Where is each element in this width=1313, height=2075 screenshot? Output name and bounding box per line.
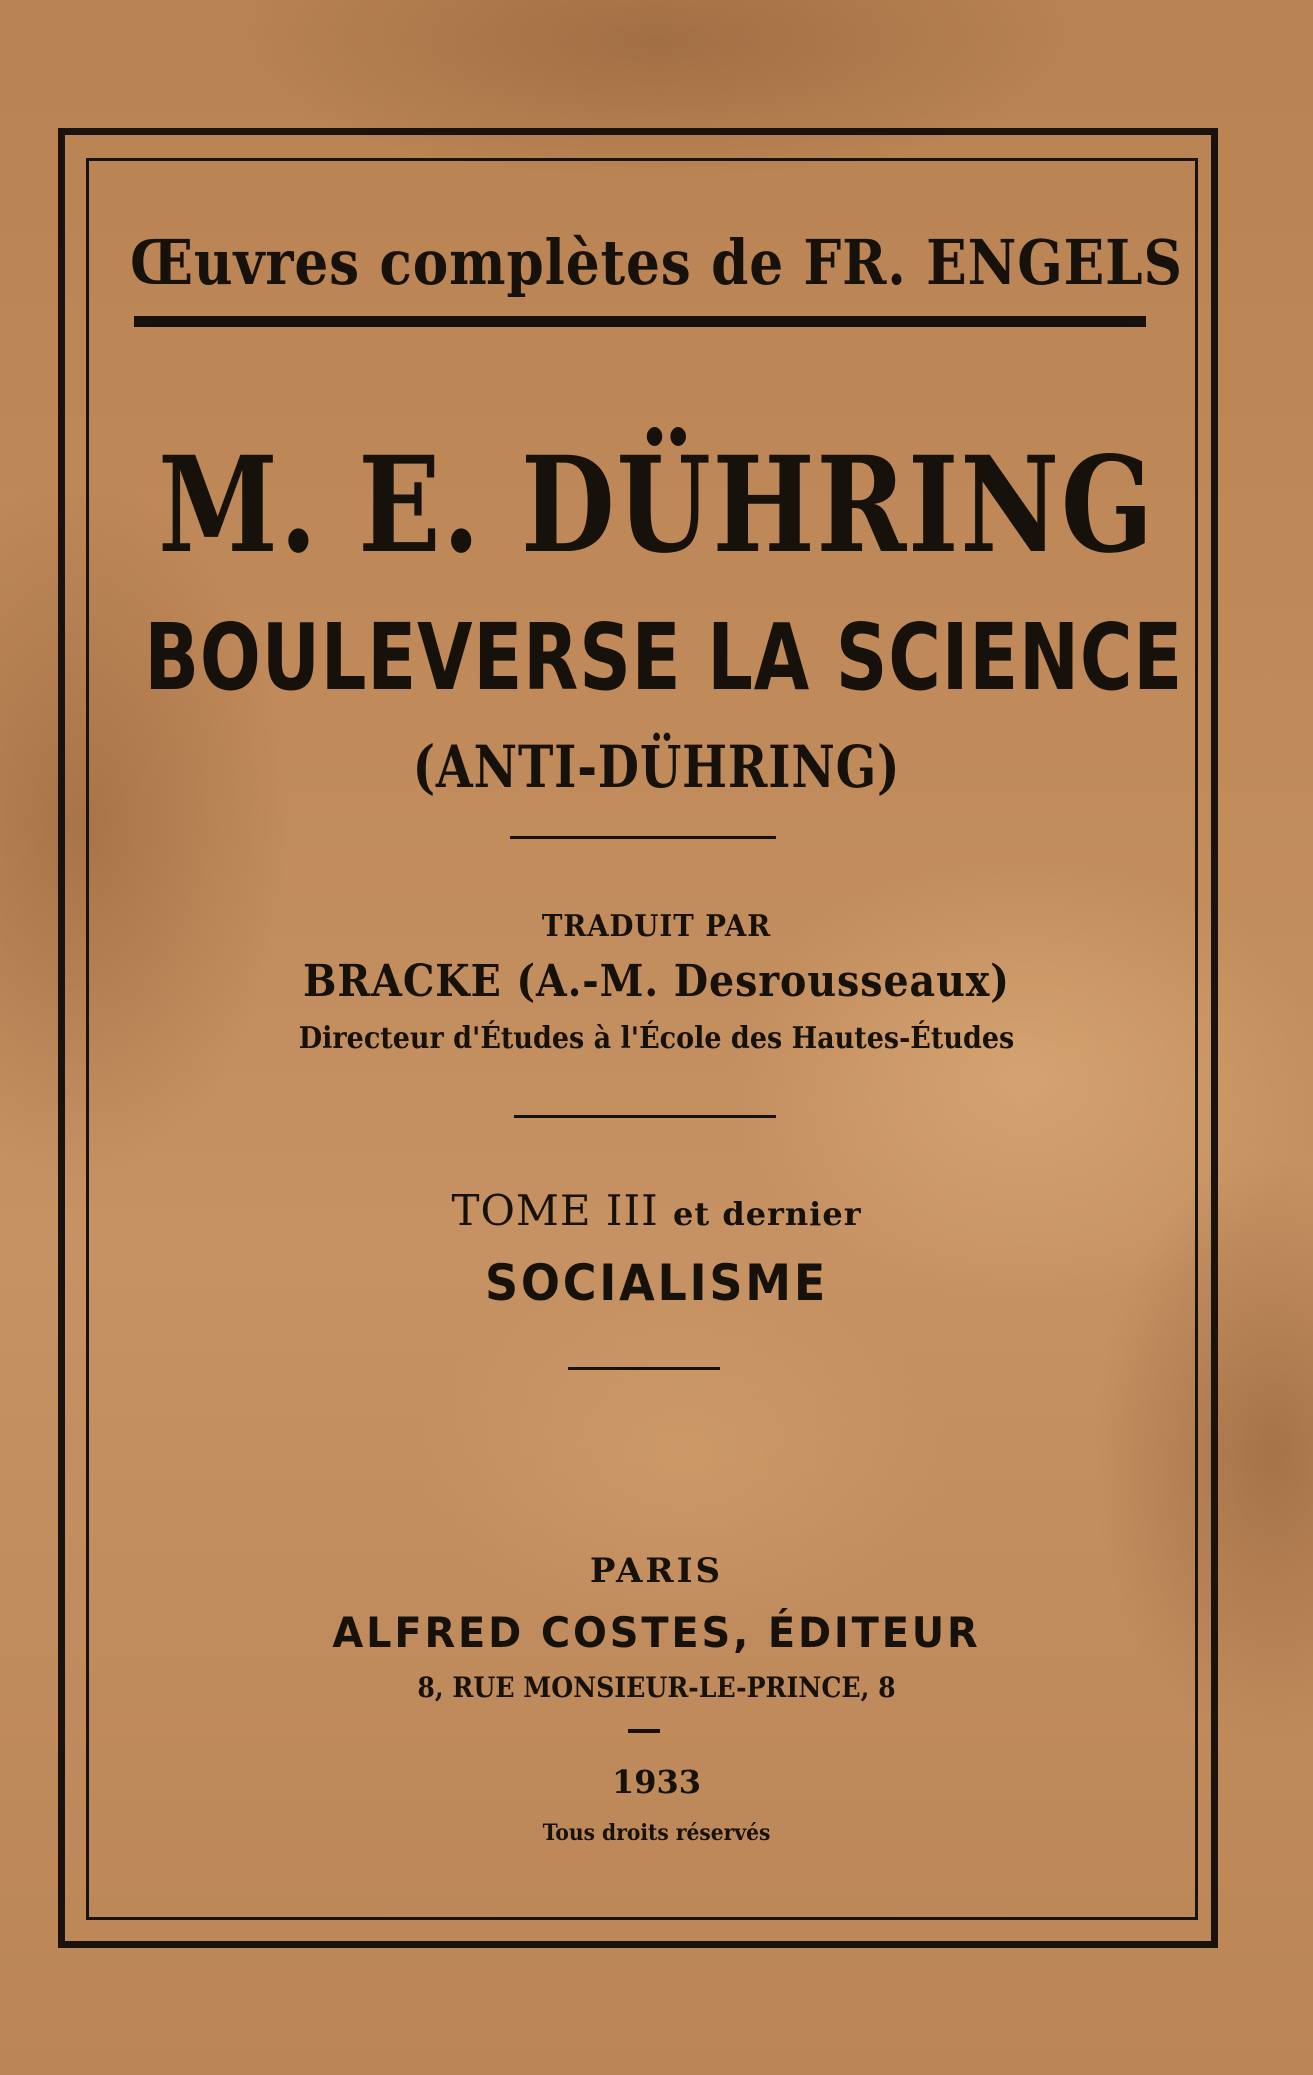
volume-line (0, 1186, 1313, 1235)
translator-title: Directeur d'Études à l'École des Hautes-Études (298, 1021, 1015, 1056)
rights-notice: Tous droits réservés (542, 1820, 771, 1846)
publisher-name: ALFRED COSTES, ÉDITEUR (332, 1608, 981, 1657)
publication-city: PARIS (589, 1551, 724, 1591)
divider-rule (568, 1367, 720, 1370)
title-line-1: M. E. DÜHRING (158, 428, 1155, 583)
series-heading: Œuvres complètes de FR. ENGELS (130, 226, 1183, 299)
volume-number: TOME III (451, 1186, 659, 1235)
publisher-address: 8, RUE MONSIEUR-LE-PRINCE, 8 (417, 1671, 896, 1704)
title-line-3: (ANTI-DÜHRING) (412, 733, 901, 801)
divider-rule (514, 1115, 776, 1118)
translator-name: BRACKE (A.-M. Desrousseaux) (303, 956, 1010, 1007)
heavy-rule (134, 316, 1146, 327)
translated-by-label: TRADUIT PAR (541, 909, 772, 944)
divider-rule (510, 836, 776, 839)
title-line-2: BOULEVERSE LA SCIENCE (144, 604, 1184, 711)
section-title: SOCIALISME (484, 1254, 829, 1312)
publication-year: 1933 (611, 1763, 702, 1801)
volume-suffix: et dernier (673, 1195, 862, 1233)
dash-rule (628, 1729, 660, 1733)
